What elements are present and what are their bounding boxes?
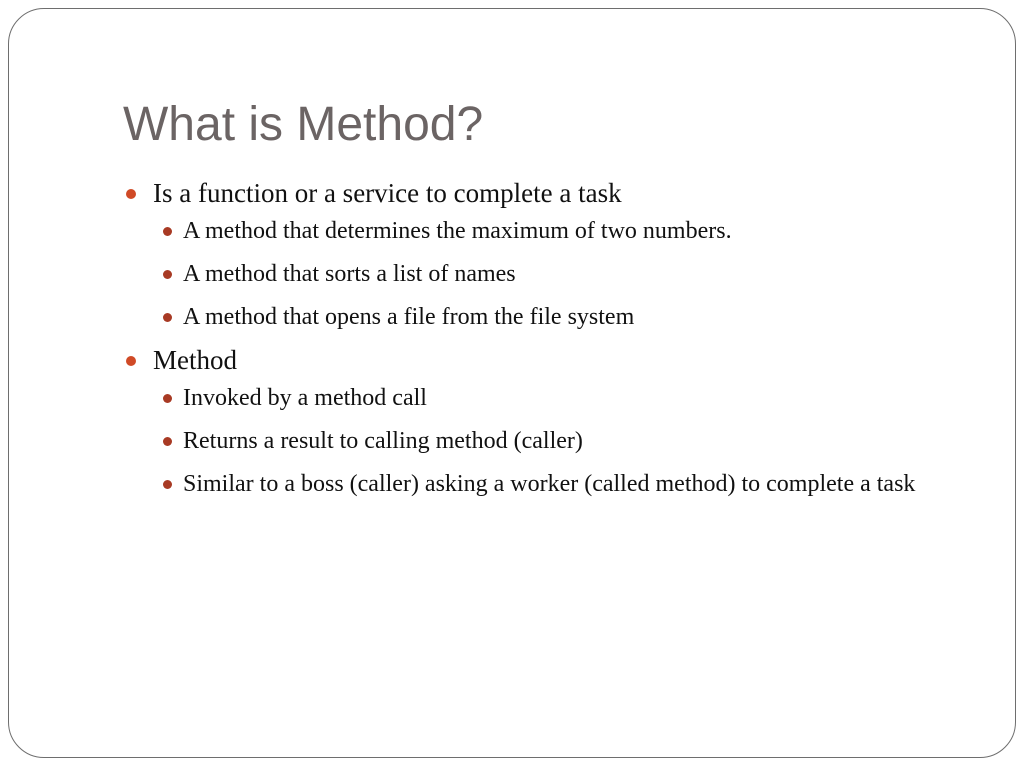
slide-frame: [8, 8, 1016, 758]
sub-bullet-dot-icon: [163, 313, 172, 322]
sub-bullet-item: [153, 423, 943, 459]
sub-bullet-item: [153, 299, 943, 335]
sub-bullet-dot-icon: [163, 480, 172, 489]
bullet-item: [123, 175, 943, 335]
sub-bullet-list: [153, 380, 943, 502]
sub-bullet-text: Similar to a boss (caller) asking a worker (called method) to complete a task: [183, 471, 916, 497]
sub-bullet-text: Invoked by a method call: [183, 385, 427, 411]
bullet-dot-icon: [126, 356, 136, 366]
sub-bullet-item: [153, 380, 943, 416]
sub-bullet-item: [153, 256, 943, 292]
bullet-dot-icon: [126, 189, 136, 199]
sub-bullet-text: A method that sorts a list of names: [183, 261, 516, 287]
sub-bullet-list: [153, 213, 943, 335]
bullet-text: Method: [153, 345, 237, 375]
sub-bullet-text: Returns a result to calling method (caller): [183, 428, 583, 454]
sub-bullet-item: [153, 466, 943, 502]
bullet-list: [123, 175, 943, 509]
sub-bullet-text: A method that opens a file from the file system: [183, 304, 635, 330]
sub-bullet-dot-icon: [163, 394, 172, 403]
bullet-item: [123, 342, 943, 502]
sub-bullet-dot-icon: [163, 437, 172, 446]
sub-bullet-dot-icon: [163, 227, 172, 236]
slide-title: What is Method?: [123, 98, 484, 151]
sub-bullet-item: [153, 213, 943, 249]
bullet-text: Is a function or a service to complete a task: [153, 178, 622, 208]
sub-bullet-text: A method that determines the maximum of two numbers.: [183, 218, 732, 244]
sub-bullet-dot-icon: [163, 270, 172, 279]
